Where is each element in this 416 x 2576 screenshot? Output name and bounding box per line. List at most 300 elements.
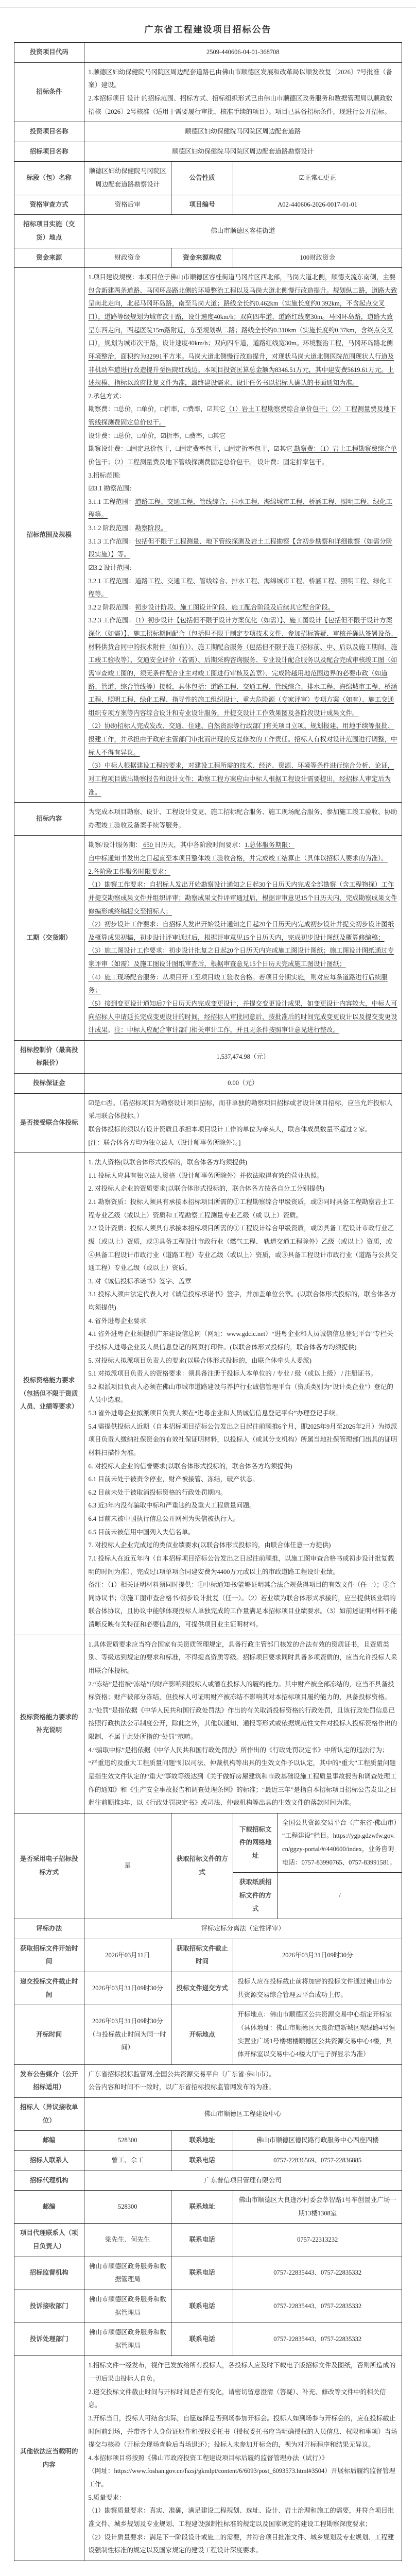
- plain-text: 招标项目名称: [29, 147, 68, 155]
- plain-text: 勘察/设计服务期：: [88, 841, 142, 849]
- text-line: [89, 1949, 167, 1962]
- underlined-text: 注：中标人应配合审计部门相关审计工作，并且无条件按照审计意见进行整改。: [114, 1026, 340, 1034]
- row-control-price: [14, 1040, 402, 1073]
- row-bid-opening: [14, 2005, 402, 2065]
- plain-text: 曾工、佘工: [111, 2156, 144, 2164]
- plain-text: 3.招标范围:: [88, 471, 121, 479]
- row-label: [14, 1093, 84, 1153]
- text-line: [237, 2008, 397, 2061]
- text-line: [89, 2492, 397, 2505]
- row-investment-project-code: [14, 43, 402, 63]
- row-label: [14, 248, 84, 268]
- text-line: [89, 469, 397, 483]
- text-line: [89, 562, 397, 575]
- row-label: [14, 1813, 84, 1919]
- plain-text: 。: [108, 1026, 114, 1034]
- page-title: 广东省工程建设项目招标公告: [144, 25, 272, 35]
- plain-text: 0757-22835443、0757-22835332: [273, 2335, 362, 2343]
- plain-text: 邮编: [42, 2137, 56, 2144]
- plain-text: 3.1.3 工作范围：: [88, 537, 135, 545]
- text-line: [89, 2174, 397, 2188]
- cell-value: [84, 2191, 171, 2224]
- text-line: [89, 2386, 397, 2412]
- text-line: [176, 2028, 229, 2042]
- plain-text: 6.3 近3年内没有骗取中标和严重违约及重大工程质量问题。: [88, 1502, 256, 1510]
- cell-value: [278, 1873, 402, 1919]
- underlined-text: （2）初步设计工作要求：自招标人发出开始设计通知之日起20个日历天内完成初步设计并提交初步设计图纸及概算成果初稿，初步设计评审通过后，根据评审意见15个日历天内，完成初步设计图纸及概算修编稿；: [88, 921, 394, 941]
- plain-text: 2.本招标项目 设计 的招标范围、招标方式、招标组织形式已由佛山市顺德区政务服务和数据管理局以顺政数招核〔2026〕2号核准（适用于需要履行审批、核准手续的项目）。项目已具备招标条件，现进行公开招标。: [88, 94, 393, 115]
- cell-value: [233, 2131, 402, 2151]
- plain-text: A02-440606-2026-0017-01-01: [278, 200, 358, 208]
- row-label: [14, 43, 84, 63]
- text-line: [19, 1942, 80, 1969]
- cell-value: [84, 122, 402, 142]
- cell-value: [84, 1972, 171, 2005]
- row-tenderer-postcode: [14, 2131, 402, 2151]
- cell-value: [84, 2131, 171, 2151]
- text-line: [19, 2174, 80, 2188]
- row-section-name: [14, 162, 402, 195]
- plain-text: 3.2.1 工程范围：: [88, 577, 135, 585]
- text-line: [89, 1367, 397, 1381]
- text-line: [89, 430, 397, 443]
- underlined-text: （3）施工图设计工作要求：初步设计批复之日起20个日历天内完成施工图设计图纸；施工图设计图纸通过专家评审（如需）及施工图设计图纸审查后，根据审查意见15个日历天完成施工图设计图纸；: [88, 947, 394, 968]
- plain-text: 5.2 拟派项目负责人必须在佛山市城市道路建设与养护行业诚信管理平台（资质类别为“设计类企业”）登记的人员中选取。: [88, 1383, 393, 1404]
- text-line: [19, 2300, 80, 2313]
- text-line: [89, 1539, 397, 1552]
- plain-text: 投标文件递交方式: [176, 1984, 228, 1992]
- text-line: [176, 198, 229, 212]
- plain-text: 招标内容: [36, 815, 62, 822]
- text-line: [176, 1942, 229, 1969]
- text-line: [89, 225, 397, 238]
- text-line: [237, 2194, 397, 2220]
- plain-text: 6. 对投标人企业的信誉要求(以联合体形式投标的，联合体各方均须提供): [88, 1462, 292, 1470]
- text-line: [19, 2200, 80, 2214]
- text-line: [89, 522, 397, 535]
- text-line: [19, 2134, 80, 2147]
- plain-text: 100财政资金: [300, 253, 336, 261]
- text-line: [19, 812, 80, 826]
- cell-value: [84, 2150, 171, 2171]
- row-label: [14, 803, 84, 836]
- text-line: [19, 1077, 80, 1090]
- plain-text: 3.1.2 阶段范围：: [88, 524, 135, 532]
- plain-text: 招标范围及规模: [26, 531, 72, 538]
- text-line: [19, 2227, 80, 2253]
- underlined-text: 勘察阶段。: [135, 524, 167, 532]
- plain-text: 顺德区妇幼保健院马冈院区周边配套道路勘察设计: [89, 167, 166, 188]
- row-tender-conditions: [14, 62, 402, 122]
- plain-text: ☑是/□否。（若招标项目为勘察设计项目招标，而非单独的勘察项目招标或者设计项目招标，应当允许投标人采用联合体投标。）: [88, 1099, 393, 1120]
- cell-value: [233, 1972, 402, 2005]
- row-label: [14, 1635, 84, 1813]
- row-label: [14, 2131, 84, 2151]
- row-label: [14, 1074, 84, 1094]
- row-label: [171, 1813, 233, 1919]
- text-line: [89, 2134, 167, 2147]
- cell-value: [233, 2224, 402, 2257]
- plain-text: 6.1 目前未处于被责令停业，财产被接管、冻结，破产状态。: [88, 1476, 259, 1483]
- text-line: [89, 1526, 397, 1539]
- cell-value: [84, 1074, 402, 1094]
- plain-text: 顺德区妇幼保健院马冈院区周边配套道路勘察设计: [172, 147, 314, 155]
- row-work-period: [14, 836, 402, 1040]
- text-line: [176, 251, 229, 265]
- plain-text: 邮编: [42, 2202, 56, 2210]
- plain-text: 2026年03月31日09时30分: [282, 1951, 353, 1959]
- plain-text: ☑正常/□更正: [299, 174, 336, 182]
- plain-text: 佛山市顺德区政务服务和数据管理局: [89, 2262, 166, 2283]
- plain-text: 0757-22835443、0757-22835332: [273, 2269, 362, 2277]
- plain-text: 获取纸质招标文件的方式: [239, 1878, 272, 1912]
- row-label: [14, 2257, 84, 2290]
- cell-value: [84, 1153, 402, 1635]
- underlined-text: （2）协助招标人完成发改、交通、住建、自然资源等行政部门有关项目立项、规划报建、用地手续等报批、报建工作，并承担由于政府主管部门审批而出现的反复修改的工作责任。招标人有权对设计范围进行调整，中标人不得有异议。: [88, 722, 397, 756]
- row-label: [14, 268, 84, 803]
- text-line: [89, 535, 397, 562]
- row-label: [171, 2191, 233, 2224]
- row-submission-deadline: [14, 1972, 402, 2005]
- plain-text: 勘察费：□总价，□单价，□折率，□费率，☑其它: [88, 405, 226, 413]
- row-consortium: [14, 1093, 402, 1153]
- text-line: [282, 1817, 397, 1870]
- text-line: [89, 2068, 397, 2081]
- plain-text: 528300: [117, 2202, 137, 2210]
- row-label: [14, 836, 84, 1040]
- text-line: [89, 878, 397, 918]
- text-line: [89, 2260, 167, 2286]
- plain-text: 5.3 省外进粤企业拟派项目负责人须在“进粤企业和人员诚信信息登记平台”办理登记手续。: [88, 1410, 342, 1417]
- plain-text: 1,537,474.98（元）: [216, 1053, 270, 1060]
- cell-value: [233, 2191, 402, 2224]
- row-bid-bond: [14, 1074, 402, 1094]
- underlined-text: （1）岩土工程勘察费综合单价包干；（2）工程测量费及地下管线探测费固定总价包干。: [88, 405, 396, 426]
- row-investment-project-name: [14, 122, 402, 142]
- cell-value: [233, 1939, 402, 1972]
- text-line: [89, 971, 397, 997]
- plain-text: 招标人联系人: [29, 2156, 68, 2164]
- text-line: [89, 1513, 397, 1526]
- plain-text: 4.“骗取中标”是指依据《中华人民共和国行政处罚法》所作出的《行政处罚决定书》中所认定的违法行为；“严重违约及重大工程质量问题”则以司法、仲裁机构等出具的生效文件予以认定，其中的“重大”工程质量问题是指生效文件认定的“重大”事故等级达到《关于做好房屋建筑和市政基础设施工程质量事故报告和调查处理工作的通知》和《生产安全事故报告和调查处理条例》的标准；“最近三年”是指自本招标项目招标公告发出之日起往前顺推3年，以《行政处罚决定书》或司法、仲裁机构等出具的生效文件的落款时间为准。: [88, 1746, 397, 1807]
- plain-text: 广东省招标投标监管网,全国公共资源交易平台（广东省·佛山市）。: [88, 2070, 276, 2078]
- row-label: [14, 2224, 84, 2257]
- cell-value: [233, 2005, 402, 2065]
- row-supervision: [14, 2257, 402, 2290]
- text-line: [89, 1579, 397, 1632]
- text-line: [19, 2266, 80, 2280]
- plain-text: 3.2.2 阶段范围：: [88, 603, 135, 611]
- plain-text: 1.项目建设规模：: [88, 274, 138, 281]
- row-qualification-review: [14, 195, 402, 215]
- row-label: [171, 1972, 233, 2005]
- text-line: [237, 251, 397, 265]
- announcement-table-body: [14, 43, 402, 2561]
- plain-text: 0757-22836569、0757-22836885: [273, 2156, 362, 2164]
- text-line: [89, 1288, 397, 1314]
- plain-text: 为完成本项目勘察、设计、工程设计变更、施工招标配合服务、施工现场配合服务、参加施工竣工验收、协助办理竣工验收及备案手续等服务。: [88, 808, 397, 829]
- plain-text: （1）勘察质量要求：真实、准确，满足建设工程规划、选址、设计、岩土治理和施工的需要，并符合项目批准文件、城乡规划及专业规划、工程建设强制性标准的规定以及国家规定的建设工程勘察深度要求；: [88, 2507, 394, 2528]
- cell-value: [84, 1093, 402, 1153]
- cell-value: [84, 268, 402, 803]
- text-line: [89, 852, 397, 866]
- row-label: [14, 1040, 84, 1073]
- text-line: [89, 1097, 397, 1123]
- text-line: [176, 1982, 229, 1995]
- cell-value: [233, 2323, 402, 2356]
- cell-value: [84, 195, 171, 215]
- text-line: [89, 165, 167, 191]
- cell-value: [84, 2257, 171, 2290]
- text-line: [89, 1982, 167, 1995]
- text-line: [19, 125, 80, 139]
- plain-text: 2.2 设计资质：投标人须具有承接本招标项目所需的①工程设计综合甲级资质，或②具备工程设计市政行业乙级（或以上）资质，或③具备工程设计市政行业（燃气工程、 轨道交通工程除外）乙级（或以上）资质，或④具备工程设计市政行业（道路工程）专业乙级（或以上）资质，或⑤具备工程设计市政行业（道路与公共交通工程）专业乙级（或以上）资质。: [88, 1225, 397, 1272]
- plain-text: 联系电话: [189, 2236, 215, 2244]
- text-line: [89, 866, 397, 879]
- cell-value: [233, 2257, 402, 2290]
- plain-text: 下载招标文件的网络地址: [239, 1825, 272, 1859]
- plain-text: 资金来源: [36, 253, 62, 261]
- plain-text: 招标条件: [36, 88, 62, 96]
- row-label: [14, 62, 84, 122]
- plain-text: 广东普信项目管理有限公司: [204, 2176, 282, 2184]
- plain-text: 5.1 对拟派项目负责人的资格要求：须具备注册于投标人本单位的 / 专业 / 级（或以上级） / 注册证书。: [88, 1370, 377, 1378]
- row-label: [171, 2323, 233, 2356]
- text-line: [237, 2233, 397, 2247]
- row-bidder-qualification: [14, 1153, 402, 1635]
- underlined-text: 本项目位于佛山市顺德区容桂街道马冈片区西北部，马岗大道北侧，顺德支流东南侧，主要包含新建两条道路、马冈环岛路北侧的环境整治工程以及马岗大道北侧慢行改造提升。规划纵二路，道路大致呈南北走向，北起马冈环岛路，南至马岗大道；路线全长约0.462km（实施长度约0.392km，不含起点交叉口），道路等级规划为城市次干路，设计速度40km/h；双向四车道，道路红线宽30m。马冈环岛路，道路大致呈东西走向，西起医院15m路附近，东至规划纵二路；路线全长约0.310km（实施长度约0.37km，含终点交叉口），规划为城市次干路，设计速度40km/h；双向四车道，道路红线宽30m。环境整治工程，马冈环岛路北侧环境整治，面积约为32991平方米。马岗大道北侧慢行改造提升，对现状马岗大道北侧医院范围现状人行道及非机动车道进行改造提升至医院红线边。本项目投资匡算总金额为8346.51万元，其中建安费5619.61万元。上述规模、指标以政府批复文件为准，最终建设需求、设计任务书以招标人确认的书面通知为准。: [88, 274, 397, 387]
- plain-text: 0757-22835443、0757-22835332: [273, 2302, 362, 2310]
- plain-text: 梁先生、何先生: [105, 2236, 150, 2244]
- row-label: [14, 162, 84, 195]
- plain-text: 2026年03月31日09时30分（与投标截止时间为同一时间）: [89, 2018, 166, 2052]
- plain-text: 联系电话: [189, 2302, 215, 2310]
- plain-text: 是否接受联合体投标: [20, 1119, 78, 1127]
- text-line: [89, 2326, 167, 2352]
- text-line: [89, 601, 397, 615]
- row-tender-content: [14, 803, 402, 836]
- row-agency-contact: [14, 2224, 402, 2257]
- plain-text: 6.5 目前未被信用中国列入失信名单。: [88, 1528, 195, 1536]
- plain-text: 6.2 目前未处于被取消投标资格的行政处罚期内。: [88, 1488, 227, 1496]
- text-line: [176, 2333, 229, 2346]
- row-label: [171, 2150, 233, 2171]
- row-label: [233, 1873, 278, 1919]
- text-line: [89, 2465, 397, 2491]
- plain-text: 资金来源构成: [183, 253, 222, 261]
- plain-text: 备注：（1）相关证明材料须同时提供：①中标通知书/能够证明其合法合规获得项目的有效文件（任一）；②合同协议书；③施工图审查合格书/初步设计批复（任一）。（2）若业绩为联合体形式承接的，应当提供该业绩的联合体协议，且协议中能够体现投标人单独完成的工作量满足本招标项目业绩要求。（3）如前述证明材料不能清晰反映有关特征和必要信息的，可提供项目业主证明材料。: [88, 1581, 397, 1628]
- plain-text: 6.4 目前未被中国执行信息公开网列为失信被执行人。: [88, 1515, 240, 1522]
- plain-text: 是否采用电子招标投标方式: [20, 1855, 78, 1876]
- plain-text: 3.1 投标人须由法定代表人对《诚信投标承诺书》签字，并加盖单位公章。(以联合体形式投标的，联合体各方均须提供): [88, 1291, 396, 1311]
- text-line: [89, 2200, 167, 2214]
- text-line: [89, 125, 397, 139]
- row-label: [171, 2005, 233, 2065]
- plain-text: 投资项目名称: [29, 128, 68, 135]
- text-line: [89, 1486, 397, 1500]
- row-label: [14, 2150, 84, 2171]
- plain-text: 5.质量要求：: [88, 2494, 126, 2501]
- plain-text: （2）设计质量要求：满足下一阶段设计或施工的需要，并符合项目批准文件、城乡规划及专业规划、工程建设强制性标准的规定以及国家规定的建设工程设计深度要求。: [88, 2533, 394, 2554]
- text-line: [176, 2154, 229, 2167]
- cell-value: [233, 2290, 402, 2323]
- plain-text: 日历天，其中各阶段时间要求：: [154, 841, 245, 849]
- text-line: [89, 1182, 397, 1196]
- row-label: [14, 2171, 84, 2191]
- plain-text: 3.开标当日，投标人可结合实际，自愿选择是否到场参加开标会。投标人如到场参与开标会的，应在投标截止时间前到场，并带齐个人身份证原件和授权委托书（授权委托书应当明确授权的人员信息、权限和事项）当场提交与核验（开标会现场查验后当场退还）；投标人未参加开标会的，视为对开标程序和结果无异议。: [88, 2414, 397, 2449]
- row-label: [14, 2290, 84, 2323]
- plain-text: 3. 对《诚信投标承诺书》签字、盖章: [88, 1277, 192, 1285]
- text-line: [19, 2028, 80, 2042]
- underlined-text: 勘察费：（1）岩土工程勘察费综合单价包干；（2）工程测量费及地下管线探测费固定总价包干。 设计费：固定折率包干。: [88, 445, 397, 466]
- text-line: [89, 2359, 397, 2385]
- cell-value: [84, 248, 171, 268]
- row-label: [233, 1813, 278, 1873]
- row-label: [14, 2005, 84, 2065]
- cell-value: [84, 162, 171, 195]
- cell-value: [233, 248, 402, 268]
- plain-text: 佛山市顺德区政务服务和数据管理局: [89, 2295, 166, 2316]
- underlined-text: 1.总体服务期限：: [245, 841, 294, 849]
- text-line: [89, 2015, 167, 2055]
- row-tenderer: [14, 2098, 402, 2131]
- cell-value: [84, 2064, 402, 2097]
- plain-text: 2.“冻结”是指被“冻结”的财产影响到投标人或潜在投标人的履约能力。其中财产被全部冻结的，应当不具备投标资格；财产被部分冻结，但投标人可证明财产被冻结不影响其对本招标项目履约能力的，具备投标资格。: [88, 1680, 394, 1701]
- text-line: [89, 1123, 397, 1137]
- text-line: [19, 1116, 80, 1130]
- plain-text: 1.具体资质要求应当符合国家有关资质管理规定，具备行政主管部门核发的合法有效的资质证书，且资质类别、等级达到规定的要求和标准，不得提高资质等级。招标项目要求同时具备多项资质的，应当允许投标人采用联合体投标。: [88, 1640, 397, 1674]
- plain-text: 0.00（元）: [228, 1079, 258, 1087]
- text-line: [176, 2233, 229, 2247]
- plain-text: 4.本招标项目将按照《佛山市政府投资工程建设项目标后履约监督管理办法（试行）》: [88, 2454, 328, 2462]
- plain-text: 开标地点: [189, 2030, 215, 2038]
- underlined-text: 初步设计阶段、施工图设计阶段、施工配合阶段及后续其它配合阶段。: [135, 603, 335, 611]
- text-line: [89, 1744, 397, 1810]
- plain-text: 3.1.1 工程范围：: [88, 498, 135, 505]
- text-line: [89, 482, 397, 496]
- text-line: [176, 172, 229, 185]
- text-line: [89, 806, 397, 832]
- plain-text: 评标定标分离法（定性评审）: [201, 1925, 285, 1933]
- text-line: [237, 2154, 397, 2167]
- plain-text: 7. 对投标人企业完成过的类似业绩要求(以联合体形式投标的，由联合体任意一方提供): [88, 1541, 331, 1549]
- text-line: [237, 1823, 273, 1863]
- row-agency-postcode: [14, 2191, 402, 2224]
- text-line: [282, 1889, 397, 1903]
- plain-text: 标段（包）名称: [26, 174, 72, 182]
- plain-text: 获取招标文件的方式: [176, 1855, 228, 1876]
- row-fund-source: [14, 248, 402, 268]
- plain-text: 是: [124, 1862, 131, 1870]
- row-label: [14, 1919, 84, 1939]
- text-line: [89, 1420, 397, 1460]
- plain-text: 联系电话: [189, 2269, 215, 2277]
- row-tenderer-contact: [14, 2150, 402, 2171]
- text-line: [19, 2101, 80, 2127]
- text-line: [89, 2154, 167, 2167]
- plain-text: 勘察设计费：□固定总价包干，□固定费率包干，□固定折率包干，☑其它: [88, 445, 292, 453]
- text-line: [19, 1374, 80, 1414]
- plain-text: 项目编号: [189, 200, 215, 208]
- plain-text: 设计费：□总价，□单价，☑折率，□费率，□其它: [88, 432, 226, 439]
- row-agency: [14, 2171, 402, 2191]
- text-line: [89, 1704, 397, 1744]
- text-line: [176, 2134, 229, 2147]
- cell-value: [84, 1939, 171, 1972]
- plain-text: 联系电话: [189, 2335, 215, 2343]
- underlined-text: 道路工程、交通工程、管线综合、排水工程、海绵城市工程、桥涵工程、照明工程、绿化工程等。: [88, 498, 393, 519]
- plain-text: 7.1 投标人在近五年内（自本招标项目招标公告发出之日起往前顺推，以施工图审查合格书或初步设计批复载明的时间为准），完成过1项单项合同建安费为4400万元或以上的市政道路工程设计业绩。: [88, 1554, 394, 1575]
- plain-text: 投标保证金: [33, 1079, 65, 1087]
- plain-text: 佛山市顺德区工程建设中心: [204, 2110, 282, 2117]
- text-line: [19, 251, 80, 265]
- row-tender-scope: [14, 268, 402, 803]
- plain-text: 联系地址: [189, 2202, 215, 2210]
- text-line: [237, 2134, 397, 2147]
- plain-text: 招标项目实施（交货）地点: [23, 221, 75, 241]
- plain-text: 2.递交投标文件截止时间与开标时间是否有变化，请密切留意澄清（答疑）、补充、修改等文件中的相关信息。: [88, 2388, 386, 2409]
- cell-value: [84, 1813, 171, 1919]
- text-line: [89, 1156, 397, 1170]
- plain-text: 3.2.3 工作范围：: [88, 617, 135, 624]
- plain-text: 2026年03月31日09时30分: [92, 1984, 163, 1992]
- cell-value: [84, 2356, 402, 2561]
- cell-value: [84, 43, 402, 63]
- text-line: [89, 1922, 397, 1936]
- text-line: [89, 46, 397, 59]
- text-line: [89, 1170, 397, 1183]
- plain-text: 4. 省外进粤企业要求: [88, 1317, 147, 1325]
- text-line: [89, 1460, 397, 1473]
- underlined-text: 2.各阶段工作服务时限要求：: [88, 868, 170, 875]
- plain-text: 招标人（异议接收单位）: [20, 2104, 78, 2124]
- row-announcement-media: [14, 2064, 402, 2097]
- text-line: [237, 172, 397, 185]
- plain-text: 5.4 需提供投标人近期（自本招标项目招标公告发出之日起往前顺推6个月，即2025年9月至2026年2月）为拟派项目负责人缴纳社保资金的有效社保证明材料，以投标人（或其分支机构）所属当地社保管理部门出具的证明材料扫描件为准。: [88, 1422, 397, 1456]
- row-label: [14, 2191, 84, 2224]
- text-line: [89, 92, 397, 118]
- row-label: [14, 2323, 84, 2356]
- text-line: [237, 1949, 397, 1962]
- row-label: [14, 142, 84, 162]
- page: [0, 8, 416, 2576]
- text-line: [89, 443, 397, 469]
- text-line: [19, 2068, 80, 2094]
- plain-text: 2.1 勘察资质：投标人须具有承接本招标项目所需的①工程勘察综合甲级资质，或②同时具备工程勘察岩土工程专业乙级（或以上）资质和工程勘察工程测量专业乙级（或 以上）资质。: [88, 1198, 394, 1219]
- plain-text: 投标资格能力要求的补充说明: [20, 1713, 78, 1734]
- plain-text: 资格审查方式: [29, 200, 68, 208]
- underlined-text: 道路工程、交通工程、管线综合、排水工程、海绵城市工程、桥涵工程、照明工程、绿化工程等。: [88, 577, 393, 598]
- text-line: [89, 2412, 397, 2452]
- plain-text: 全国公共资源交易平台（广东省·佛山市）“工程建设”栏目。https://ygp.gdzwfw.gov.cn/ggzy-portal/#/440600/index，业务咨询电话：0757-83990765、0757-83991581。: [282, 1819, 397, 1866]
- cell-value: [84, 215, 402, 248]
- plain-text: 公告性质: [189, 174, 215, 182]
- text-line: [19, 218, 80, 244]
- plain-text: 工期（交货期）: [26, 934, 72, 941]
- plain-text: ☑3.2 设计范围:: [88, 564, 131, 571]
- text-line: [89, 2452, 397, 2465]
- plain-text: 联系电话: [189, 2156, 215, 2164]
- row-label: [14, 2064, 84, 2097]
- row-qualification-supplement: [14, 1635, 402, 1813]
- row-evaluation-method: [14, 1919, 402, 1939]
- row-label: [171, 2290, 233, 2323]
- text-line: [19, 2154, 80, 2167]
- underlined-text: 650: [142, 841, 155, 849]
- text-line: [89, 575, 397, 601]
- cell-value: [233, 162, 402, 195]
- plain-text: 财政资金: [114, 253, 141, 261]
